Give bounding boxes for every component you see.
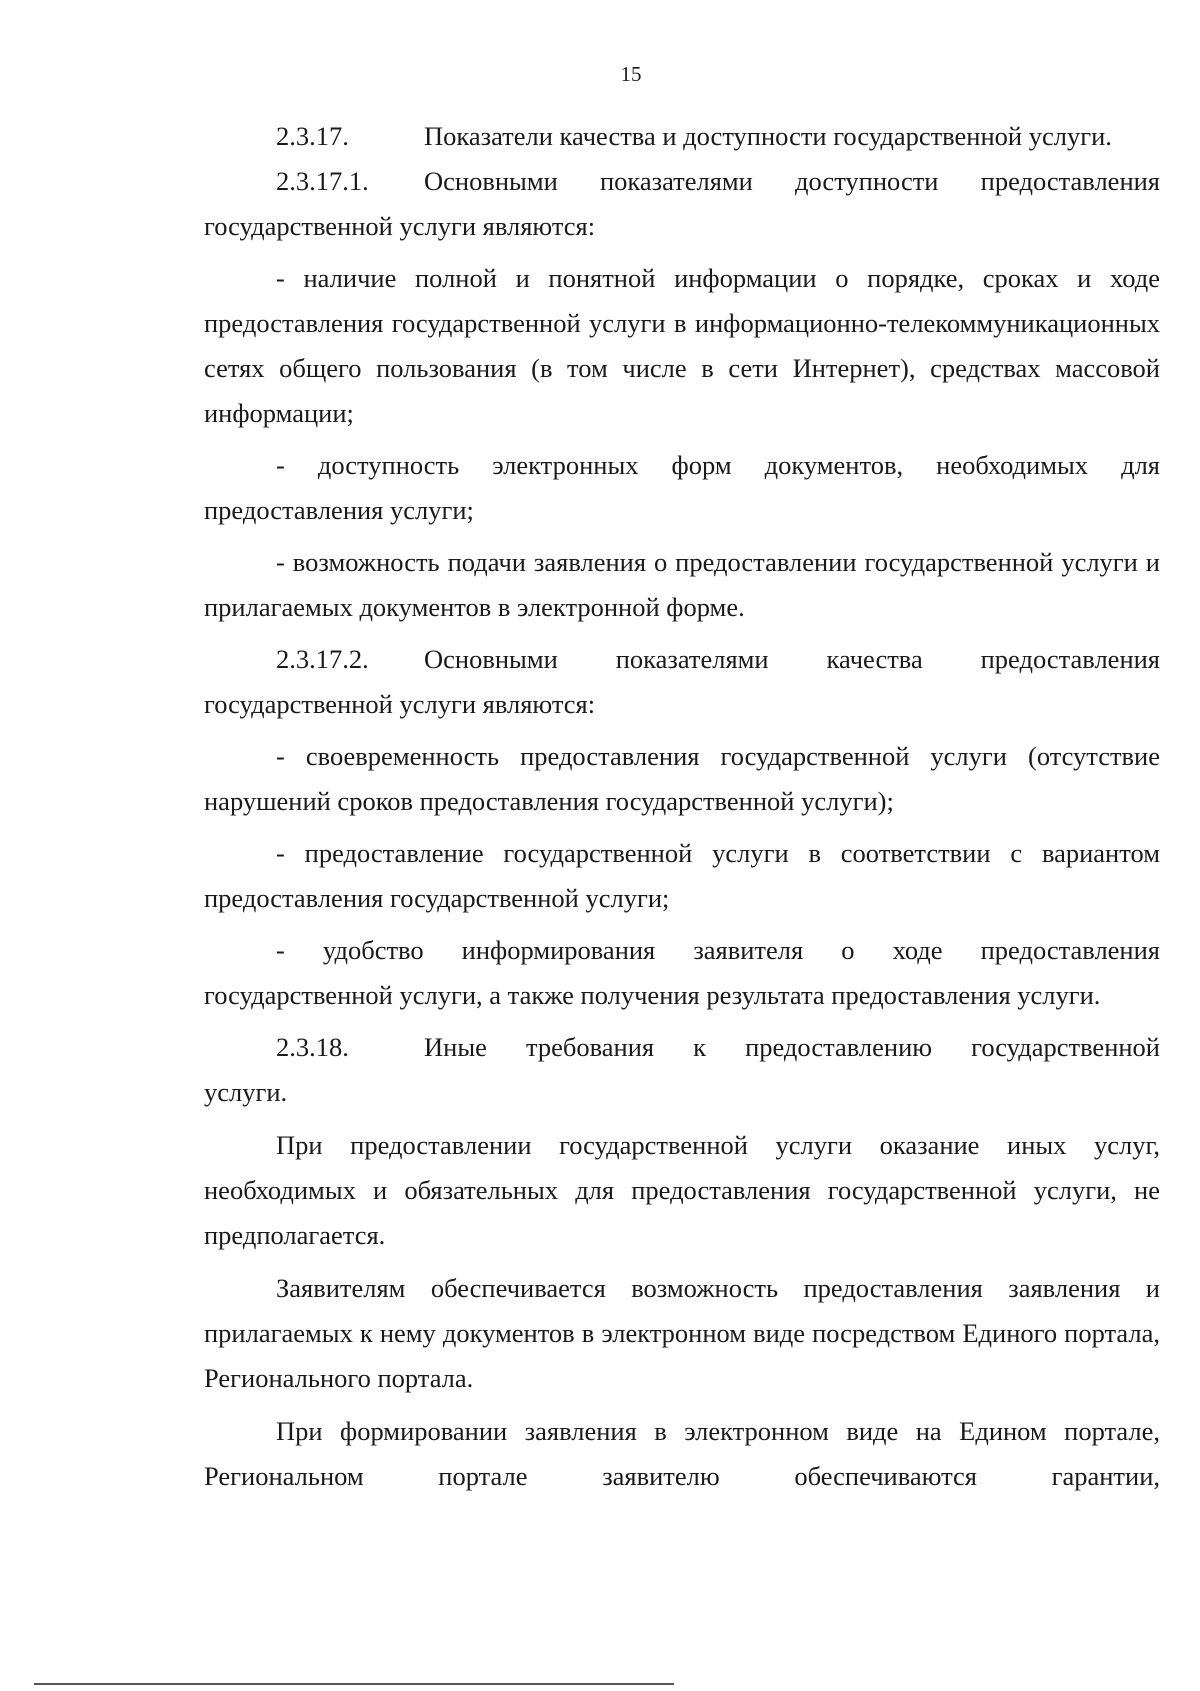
section-number: 2.3.18. (276, 1032, 349, 1062)
document-body (204, 114, 1160, 1499)
paragraph-2-3-17 (204, 114, 1160, 159)
page-number: 15 (620, 62, 642, 86)
section-number: 2.3.17.2. (276, 644, 369, 674)
list-item: - удобство информирования заявителя о ходе предоставления государственной услуги, а также получения результата предоставления услуги. (204, 935, 1160, 1010)
paragraph-text: При формировании заявления в электронном виде на Едином портале, Региональном портале заявителю обеспечиваются гарантии, (204, 1416, 1160, 1491)
paragraph-text: услуги. (204, 1077, 288, 1107)
paragraph-2-3-18-first-line (204, 1025, 1160, 1070)
list-item: - предоставление государственной услуги в соответствии с вариантом предоставления государственной услуги; (204, 838, 1160, 913)
paragraph-text: Заявителям обеспечивается возможность предоставления заявления и прилагаемых к нему документов в электронном виде посредством Единого портала, Регионального портала. (204, 1273, 1160, 1393)
paragraph-2-3-17-1-first-line (204, 159, 1160, 204)
section-heading: Показатели качества и доступности государственной услуги. (424, 121, 1112, 151)
section-number: 2.3.17. (276, 121, 349, 151)
paragraph-2-3-17-2-first-line (204, 637, 1160, 682)
paragraph-text: Основными показателями качества предоставления (424, 644, 1160, 674)
paragraph-text: государственной услуги являются: (204, 689, 596, 719)
paragraph-text: Основными показателями доступности предоставления (424, 166, 1160, 196)
section-number: 2.3.17.1. (276, 166, 369, 196)
list-item: - доступность электронных форм документов, необходимых для предоставления услуги; (204, 450, 1160, 525)
footer-rule (34, 1683, 674, 1685)
list-item: - своевременность предоставления государственной услуги (отсутствие нарушений сроков предоставления государственной услуги); (204, 741, 1160, 816)
list-item: - наличие полной и понятной информации о порядке, сроках и ходе предоставления государственной услуги в информационно-телекоммуникационных сетях общего пользования (в том числе в сети Интернет), средствах массовой информации; (204, 263, 1160, 428)
paragraph-text: Иные требования к предоставлению государственной (424, 1032, 1160, 1062)
list-item: - возможность подачи заявления о предоставлении государственной услуги и прилагаемых документов в электронной форме. (204, 547, 1160, 622)
paragraph-text: государственной услуги являются: (204, 211, 596, 241)
paragraph-text: При предоставлении государственной услуги оказание иных услуг, необходимых и обязательных для предоставления государственной услуги, не предполагается. (204, 1130, 1160, 1250)
